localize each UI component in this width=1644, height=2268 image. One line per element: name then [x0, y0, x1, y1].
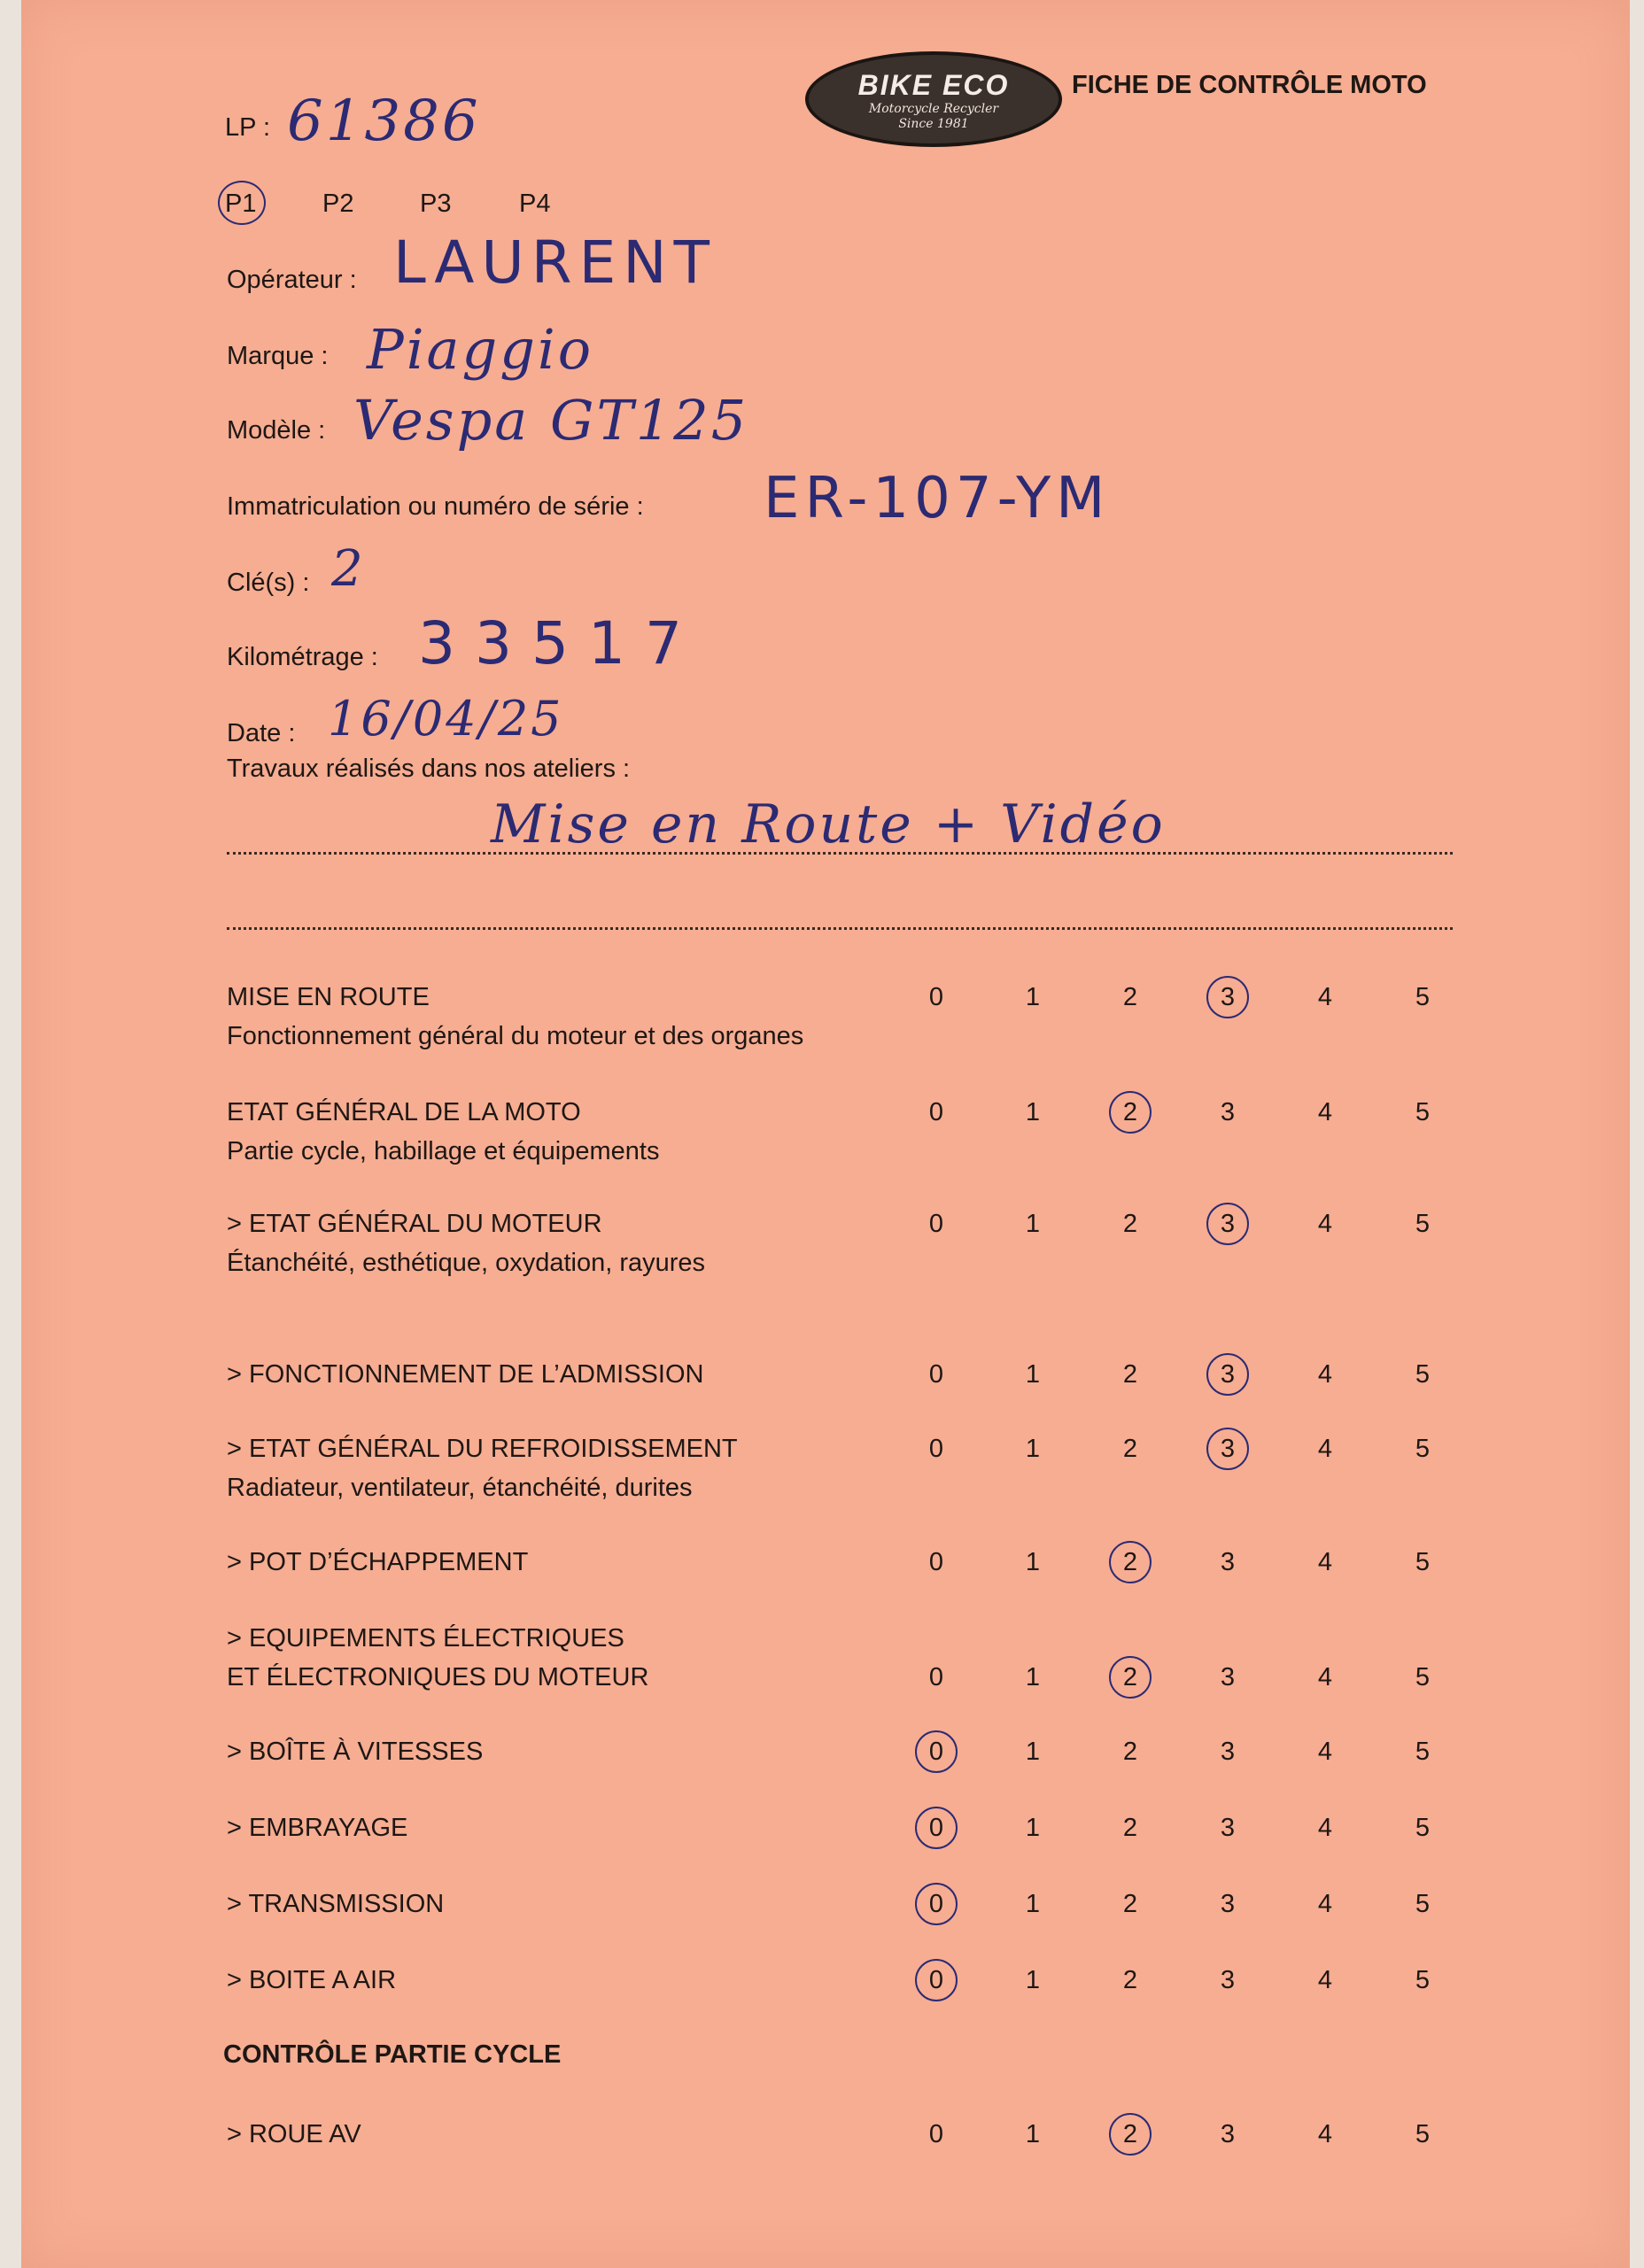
- immatriculation-value[interactable]: ER-107-YM: [764, 466, 1111, 531]
- rating-option-4[interactable]: 4: [1317, 1814, 1333, 1842]
- rating-option-2[interactable]: 2: [1122, 1360, 1138, 1389]
- rating-option-4[interactable]: 4: [1317, 1435, 1333, 1463]
- rating-option-1[interactable]: 1: [1025, 1435, 1041, 1463]
- rating-option-2[interactable]: 2: [1122, 983, 1138, 1011]
- rating-option-4[interactable]: 4: [1317, 1738, 1333, 1766]
- rating-option-0[interactable]: 0: [928, 1966, 944, 1994]
- rating-option-2[interactable]: 2: [1122, 1890, 1138, 1918]
- rating-option-3[interactable]: 3: [1220, 1663, 1236, 1691]
- rating-option-3[interactable]: 3: [1220, 1966, 1236, 1994]
- rating-option-3[interactable]: 3: [1220, 1210, 1236, 1238]
- rating-selected-circle: [915, 1883, 958, 1925]
- rating-option-1[interactable]: 1: [1025, 1663, 1041, 1691]
- check-subtitle: Radiateur, ventilateur, étanchéité, durites: [227, 1474, 693, 1502]
- rating-option-3[interactable]: 3: [1220, 1814, 1236, 1842]
- check-subtitle: Étanchéité, esthétique, oxydation, rayures: [227, 1249, 706, 1277]
- rating-option-5[interactable]: 5: [1415, 1435, 1431, 1463]
- rating-option-3[interactable]: 3: [1220, 2120, 1236, 2148]
- logo-since: Since 1981: [898, 117, 969, 131]
- rating-option-2[interactable]: 2: [1122, 1966, 1138, 1994]
- rating-option-1[interactable]: 1: [1025, 1814, 1041, 1842]
- check-title: > FONCTIONNEMENT DE L’ADMISSION: [227, 1360, 704, 1389]
- logo-text: BIKE ECO: [857, 69, 1010, 101]
- rating-option-4[interactable]: 4: [1317, 1663, 1333, 1691]
- rating-option-4[interactable]: 4: [1317, 1890, 1333, 1918]
- travaux-value[interactable]: Mise en Route + Vidéo: [491, 793, 1166, 855]
- rating-option-5[interactable]: 5: [1415, 1098, 1431, 1126]
- rating-selected-circle: [1109, 1541, 1152, 1583]
- rating-selected-circle: [1109, 1656, 1152, 1699]
- check-title: > ROUE AV: [227, 2120, 361, 2148]
- check-title: > ETAT GÉNÉRAL DU REFROIDISSEMENT: [227, 1435, 738, 1463]
- rating-option-2[interactable]: 2: [1122, 1210, 1138, 1238]
- rating-option-5[interactable]: 5: [1415, 1548, 1431, 1576]
- rating-option-5[interactable]: 5: [1415, 1663, 1431, 1691]
- position-selected-circle: [218, 181, 266, 225]
- rating-option-5[interactable]: 5: [1415, 2120, 1431, 2148]
- rating-option-4[interactable]: 4: [1317, 983, 1333, 1011]
- operateur-value[interactable]: LAURENT: [393, 228, 717, 297]
- rating-option-3[interactable]: 3: [1220, 1738, 1236, 1766]
- rating-option-5[interactable]: 5: [1415, 1890, 1431, 1918]
- rating-option-0[interactable]: 0: [928, 1435, 944, 1463]
- rating-option-5[interactable]: 5: [1415, 1210, 1431, 1238]
- rating-option-4[interactable]: 4: [1317, 1548, 1333, 1576]
- rating-selected-circle: [915, 1807, 958, 1849]
- travaux-line-1: [227, 852, 1453, 855]
- rating-option-0[interactable]: 0: [928, 1738, 944, 1766]
- lp-value[interactable]: 61386: [287, 89, 481, 154]
- rating-option-1[interactable]: 1: [1025, 1966, 1041, 1994]
- check-title: ETAT GÉNÉRAL DE LA MOTO: [227, 1098, 581, 1126]
- immatriculation-label: Immatriculation ou numéro de série :: [227, 492, 644, 521]
- travaux-label: Travaux réalisés dans nos ateliers :: [227, 755, 631, 783]
- rating-option-2[interactable]: 2: [1122, 1738, 1138, 1766]
- marque-value[interactable]: Piaggio: [367, 317, 594, 382]
- rating-option-0[interactable]: 0: [928, 2120, 944, 2148]
- rating-option-0[interactable]: 0: [928, 1890, 944, 1918]
- cles-label: Clé(s) :: [227, 569, 310, 597]
- rating-option-5[interactable]: 5: [1415, 1738, 1431, 1766]
- rating-option-0[interactable]: 0: [928, 983, 944, 1011]
- rating-option-2[interactable]: 2: [1122, 1814, 1138, 1842]
- operateur-label: Opérateur :: [227, 266, 357, 294]
- check-title: > BOÎTE À VITESSES: [227, 1738, 484, 1766]
- check-title: > BOITE A AIR: [227, 1966, 397, 1994]
- rating-option-3[interactable]: 3: [1220, 1360, 1236, 1389]
- lp-label: LP :: [225, 113, 271, 142]
- check-title: > TRANSMISSION: [227, 1890, 445, 1918]
- check-title: > EQUIPEMENTS ÉLECTRIQUES: [227, 1624, 624, 1653]
- position-p2[interactable]: P2: [322, 190, 354, 218]
- rating-option-3[interactable]: 3: [1220, 1098, 1236, 1126]
- rating-option-4[interactable]: 4: [1317, 1966, 1333, 1994]
- check-title-line2: ET ÉLECTRONIQUES DU MOTEUR: [227, 1663, 649, 1691]
- rating-option-5[interactable]: 5: [1415, 983, 1431, 1011]
- rating-option-2[interactable]: 2: [1122, 1098, 1138, 1126]
- kilometrage-label: Kilométrage :: [227, 643, 378, 671]
- position-p1[interactable]: P1: [225, 190, 257, 218]
- check-title: MISE EN ROUTE: [227, 983, 430, 1011]
- position-p4[interactable]: P4: [519, 190, 551, 218]
- check-title: > ETAT GÉNÉRAL DU MOTEUR: [227, 1210, 602, 1238]
- check-subtitle: Partie cycle, habillage et équipements: [227, 1137, 660, 1165]
- rating-option-1[interactable]: 1: [1025, 2120, 1041, 2148]
- rating-option-0[interactable]: 0: [928, 1548, 944, 1576]
- logo-tagline: Motorcycle Recycler: [868, 102, 999, 116]
- date-label: Date :: [227, 719, 296, 747]
- rating-option-1[interactable]: 1: [1025, 1360, 1041, 1389]
- sheet-title: FICHE DE CONTRÔLE MOTO: [1072, 71, 1427, 99]
- rating-selected-circle: [1206, 1353, 1249, 1396]
- travaux-line-2: [227, 927, 1453, 930]
- rating-option-1[interactable]: 1: [1025, 983, 1041, 1011]
- position-p3[interactable]: P3: [420, 190, 452, 218]
- rating-option-2[interactable]: 2: [1122, 1435, 1138, 1463]
- bike-eco-logo: [805, 51, 1062, 147]
- rating-option-5[interactable]: 5: [1415, 1966, 1431, 1994]
- rating-selected-circle: [1206, 1203, 1249, 1245]
- rating-option-0[interactable]: 0: [928, 1814, 944, 1842]
- rating-option-3[interactable]: 3: [1220, 1890, 1236, 1918]
- rating-option-4[interactable]: 4: [1317, 1360, 1333, 1389]
- rating-option-1[interactable]: 1: [1025, 1548, 1041, 1576]
- rating-option-0[interactable]: 0: [928, 1098, 944, 1126]
- modele-value[interactable]: Vespa GT125: [353, 388, 749, 453]
- rating-selected-circle: [915, 1730, 958, 1773]
- rating-option-4[interactable]: 4: [1317, 1098, 1333, 1126]
- check-title: > EMBRAYAGE: [227, 1814, 408, 1842]
- rating-option-5[interactable]: 5: [1415, 1814, 1431, 1842]
- rating-selected-circle: [915, 1959, 958, 2001]
- rating-option-1[interactable]: 1: [1025, 1210, 1041, 1238]
- check-subtitle: Fonctionnement général du moteur et des organes: [227, 1022, 804, 1050]
- rating-selected-circle: [1109, 1091, 1152, 1134]
- rating-option-5[interactable]: 5: [1415, 1360, 1431, 1389]
- date-value[interactable]: 16/04/25: [328, 691, 564, 747]
- section-cycle-title: CONTRÔLE PARTIE CYCLE: [223, 2040, 562, 2069]
- rating-selected-circle: [1109, 2113, 1152, 2156]
- rating-option-3[interactable]: 3: [1220, 1435, 1236, 1463]
- marque-label: Marque :: [227, 342, 329, 370]
- rating-option-3[interactable]: 3: [1220, 983, 1236, 1011]
- rating-option-1[interactable]: 1: [1025, 1890, 1041, 1918]
- rating-option-2[interactable]: 2: [1122, 2120, 1138, 2148]
- rating-option-3[interactable]: 3: [1220, 1548, 1236, 1576]
- rating-option-1[interactable]: 1: [1025, 1738, 1041, 1766]
- rating-option-4[interactable]: 4: [1317, 1210, 1333, 1238]
- kilometrage-value[interactable]: 33517: [418, 609, 702, 677]
- rating-option-0[interactable]: 0: [928, 1360, 944, 1389]
- rating-option-1[interactable]: 1: [1025, 1098, 1041, 1126]
- rating-selected-circle: [1206, 976, 1249, 1018]
- rating-option-0[interactable]: 0: [928, 1210, 944, 1238]
- rating-option-0[interactable]: 0: [928, 1663, 944, 1691]
- rating-option-2[interactable]: 2: [1122, 1663, 1138, 1691]
- rating-selected-circle: [1206, 1428, 1249, 1470]
- cles-value[interactable]: 2: [331, 540, 366, 598]
- rating-option-4[interactable]: 4: [1317, 2120, 1333, 2148]
- check-title: > POT D’ÉCHAPPEMENT: [227, 1548, 529, 1576]
- rating-option-2[interactable]: 2: [1122, 1548, 1138, 1576]
- modele-label: Modèle :: [227, 416, 326, 445]
- control-sheet: [21, 0, 1630, 2268]
